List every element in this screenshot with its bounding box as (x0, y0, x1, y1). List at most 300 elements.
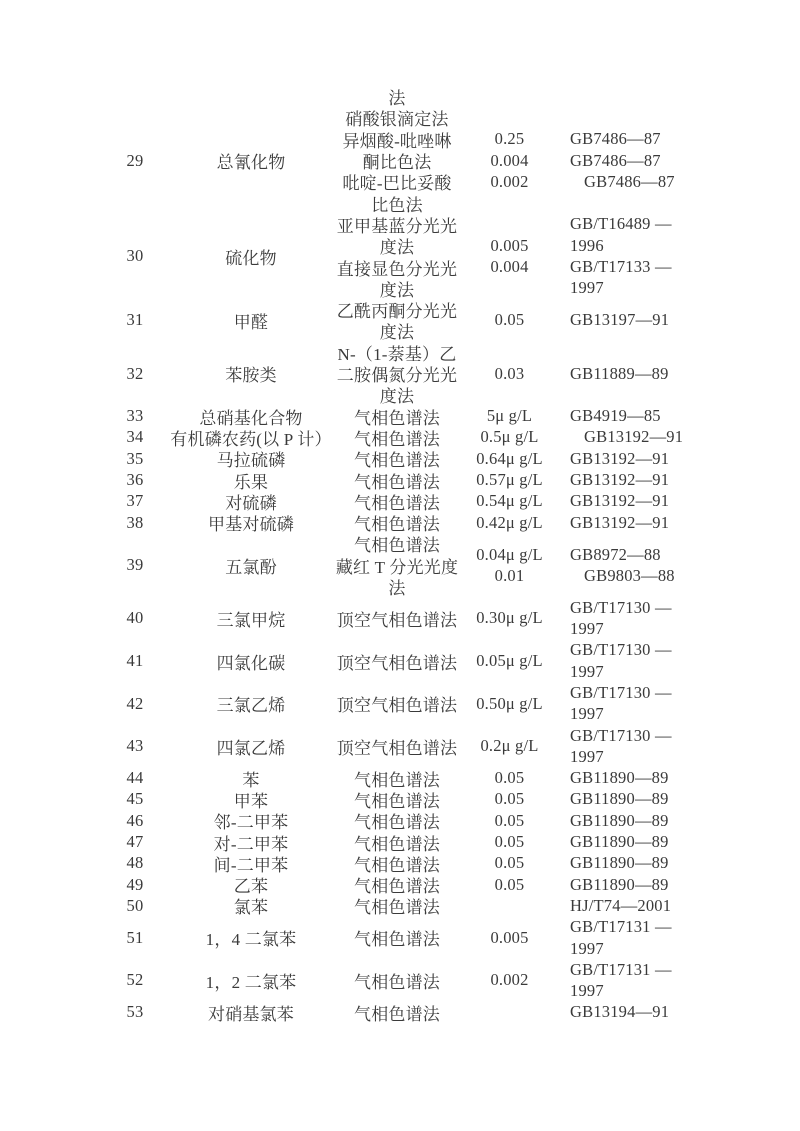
value-cell (457, 640, 562, 683)
value-cell (457, 682, 562, 725)
standard-cell (562, 831, 705, 852)
method-line: 直接显色分光光 (336, 259, 458, 279)
method-line: 顶空气相色谱法 (336, 610, 458, 630)
row-number-cell (105, 917, 165, 960)
row-number-cell (105, 214, 165, 299)
substance-name: 对硫磷 (225, 493, 277, 513)
row-number: 44 (126, 768, 144, 788)
standard-line: GB11890—89 (570, 874, 669, 894)
value-line: 0.05 (494, 832, 525, 852)
value-line: 0.57μ g/L (476, 469, 543, 489)
value-cell (457, 405, 562, 426)
value-cell (457, 469, 562, 490)
standard-cell (562, 917, 705, 960)
substance-name: 硫化物 (225, 248, 277, 268)
row-number: 50 (126, 895, 144, 915)
value-cell (457, 725, 562, 768)
value-line: 0.05μ g/L (476, 651, 543, 670)
substance-name-cell (165, 512, 337, 533)
substance-name: 邻-二甲苯 (213, 813, 289, 833)
standard-line: 1997 (570, 981, 604, 1001)
value-line: 0.2μ g/L (480, 736, 539, 756)
row-number-cell (105, 299, 165, 342)
table-row (105, 469, 705, 490)
substance-name-cell (165, 597, 337, 640)
method-line: 气相色谱法 (354, 813, 440, 833)
substance-name: 总硝基化合物 (199, 408, 303, 428)
method-line: 比色法 (371, 195, 423, 215)
method-cell (337, 512, 457, 533)
method-cell (337, 640, 457, 683)
method-line: 气相色谱法 (354, 536, 440, 556)
value-line: 0.04μ g/L (476, 544, 543, 564)
value-line: 0.05 (494, 310, 525, 330)
method-cell (337, 917, 457, 960)
table-row (105, 768, 705, 789)
row-number: 51 (126, 927, 144, 947)
method-cell (337, 448, 457, 469)
value-line: 0.05 (494, 810, 525, 830)
method-line: 顶空气相色谱法 (336, 738, 458, 758)
method-cell (337, 533, 457, 597)
row-number-cell (105, 874, 165, 895)
value-cell (457, 831, 562, 852)
method-cell (337, 107, 457, 213)
standard-line: 1997 (570, 661, 604, 681)
substance-name: 四氯化碳 (216, 653, 286, 673)
method-line: 亚甲基蓝分光光 (336, 216, 458, 236)
standard-cell (562, 491, 705, 512)
row-number: 46 (126, 810, 144, 830)
value-line: 0.5μ g/L (480, 427, 539, 447)
row-number: 35 (126, 448, 144, 468)
substance-name-cell (165, 640, 337, 683)
standard-cell (562, 512, 705, 533)
row-number-cell (105, 427, 165, 448)
row-number-cell (105, 768, 165, 789)
method-line: 吡啶-巴比妥酸 (342, 174, 452, 194)
row-number: 42 (126, 693, 144, 713)
row-number: 53 (126, 1002, 144, 1022)
substance-name-cell (165, 427, 337, 448)
standard-cell (562, 448, 705, 469)
value-line: 0.30μ g/L (476, 608, 543, 628)
substance-name-cell (165, 768, 337, 789)
table-row (105, 342, 705, 406)
substance-name: 乙苯 (233, 877, 269, 897)
table-row (105, 405, 705, 426)
method-line: 气相色谱法 (354, 451, 440, 471)
substance-name-cell (165, 682, 337, 725)
substance-name-cell (165, 917, 337, 960)
method-line: 气相色谱法 (354, 770, 440, 790)
standard-cell (562, 469, 705, 490)
method-line: 气相色谱法 (354, 429, 440, 449)
value-line: 0.42μ g/L (476, 512, 543, 532)
value-line: 0.004 (490, 257, 529, 277)
substance-name-cell (165, 299, 337, 342)
table-row (105, 214, 705, 299)
method-cell (337, 831, 457, 852)
substance-name-cell (165, 1002, 337, 1023)
standard-cell (562, 342, 705, 406)
row-number: 52 (126, 970, 144, 990)
row-number-cell (105, 810, 165, 831)
method-cell (337, 682, 457, 725)
method-line: 度法 (379, 323, 415, 343)
standard-line: GB/T17131 — (570, 959, 672, 979)
substance-name-cell (165, 853, 337, 874)
substance-name-cell (165, 448, 337, 469)
standard-cell (562, 768, 705, 789)
row-number-cell (105, 448, 165, 469)
standard-line: 1997 (570, 278, 604, 298)
table-row (105, 1002, 705, 1023)
table-row (105, 959, 705, 1002)
substance-name-cell (165, 214, 337, 299)
standard-cell (562, 810, 705, 831)
substance-name: 总氰化物 (216, 153, 286, 173)
substance-name: 1，2 二氯苯 (205, 972, 297, 992)
method-cell (337, 405, 457, 426)
method-line: 硝酸银滴定法 (345, 110, 449, 130)
substance-name: 氯苯 (233, 898, 269, 918)
value-line: 0.05 (494, 853, 525, 873)
standard-cell (562, 107, 705, 213)
row-number: 38 (126, 512, 144, 532)
standard-line: GB9803—88 (584, 565, 675, 585)
row-number-cell (105, 533, 165, 597)
method-line: 乙酰丙酮分光光 (336, 302, 458, 322)
substance-name: 四氯乙烯 (216, 738, 286, 758)
row-number-cell (105, 107, 165, 213)
row-number: 37 (126, 491, 144, 511)
substance-name-cell (165, 107, 337, 213)
row-number-cell (105, 469, 165, 490)
substance-name-cell (165, 342, 337, 406)
substance-name-cell (165, 491, 337, 512)
table-row (105, 682, 705, 725)
method-cell (337, 427, 457, 448)
substance-name: 三氯乙烯 (216, 696, 286, 716)
standard-cell (562, 86, 705, 107)
substance-name-cell (165, 810, 337, 831)
standard-line: GB/T17130 — (570, 725, 672, 745)
row-number: 43 (126, 736, 144, 756)
table-row (105, 299, 705, 342)
method-line: 法 (388, 578, 406, 598)
substance-name-cell (165, 831, 337, 852)
row-number: 49 (126, 874, 144, 894)
value-cell (457, 491, 562, 512)
method-cell (337, 768, 457, 789)
standard-line: 1996 (570, 235, 604, 255)
standard-line: GB/T17131 — (570, 917, 672, 937)
value-cell (457, 597, 562, 640)
method-line: 二胺偶氮分光光 (336, 366, 458, 386)
standard-line: GB/T17130 — (570, 682, 672, 702)
table-row (105, 640, 705, 683)
table-row (105, 533, 705, 597)
standard-line: 1997 (570, 704, 604, 724)
method-line: 气相色谱法 (354, 855, 440, 875)
standard-cell (562, 299, 705, 342)
standard-cell (562, 427, 705, 448)
standard-cell (562, 682, 705, 725)
standard-line: GB13192—91 (570, 469, 670, 489)
standard-line: GB11890—89 (570, 768, 669, 788)
row-number: 47 (126, 832, 144, 852)
method-cell (337, 853, 457, 874)
method-line: 酮比色法 (362, 153, 432, 173)
method-cell (337, 895, 457, 916)
row-number: 34 (126, 427, 144, 447)
row-number-cell (105, 597, 165, 640)
standard-line: HJ/T74—2001 (570, 895, 672, 915)
value-cell (457, 533, 562, 597)
standard-line: GB/T16489 — (570, 214, 672, 234)
method-line: N-（1-萘基）乙 (337, 344, 457, 364)
value-line: 0.05 (494, 874, 525, 894)
method-line: 度法 (379, 238, 415, 258)
table-row (105, 789, 705, 810)
method-line: 气相色谱法 (354, 834, 440, 854)
value-line: 0.002 (490, 171, 529, 191)
value-cell (457, 448, 562, 469)
method-line: 气相色谱法 (354, 472, 440, 492)
method-cell (337, 214, 457, 299)
method-line: 气相色谱法 (354, 972, 440, 992)
value-line: 0.002 (490, 970, 529, 990)
row-number: 40 (126, 608, 144, 628)
method-cell (337, 810, 457, 831)
value-cell (457, 299, 562, 342)
method-line: 气相色谱法 (354, 791, 440, 811)
substance-name-cell (165, 725, 337, 768)
substance-name: 间-二甲苯 (213, 855, 289, 875)
substance-name: 甲苯 (233, 791, 269, 811)
value-line: 0.05 (494, 768, 525, 788)
value-cell (457, 512, 562, 533)
substance-name: 甲醛 (233, 312, 269, 332)
value-line: 0.05 (494, 789, 525, 809)
standard-line: GB11890—89 (570, 853, 669, 873)
standard-line: GB/T17133 — (570, 257, 672, 277)
substance-name-cell (165, 895, 337, 916)
value-cell (457, 874, 562, 895)
method-cell (337, 959, 457, 1002)
value-cell (457, 789, 562, 810)
standard-cell (562, 640, 705, 683)
substance-name: 马拉硫磷 (216, 451, 286, 471)
standard-line: GB/T17130 — (570, 640, 672, 660)
method-line: 异烟酸-吡唑啉 (342, 131, 452, 151)
method-cell (337, 1002, 457, 1023)
substance-name: 对-二甲苯 (213, 834, 289, 854)
standard-cell (562, 597, 705, 640)
method-line: 气相色谱法 (354, 930, 440, 950)
table-row (105, 107, 705, 213)
table-row (105, 810, 705, 831)
table-row (105, 917, 705, 960)
substance-name: 苯 (242, 770, 260, 790)
value-cell (457, 214, 562, 299)
standard-line: GB13197—91 (570, 310, 670, 330)
substance-name: 甲基对硫磷 (208, 515, 294, 535)
row-number: 39 (126, 555, 144, 575)
method-cell (337, 597, 457, 640)
row-number-cell (105, 640, 165, 683)
standard-line: GB7486—87 (584, 171, 675, 191)
row-number: 32 (126, 363, 144, 383)
value-line: 5μ g/L (486, 406, 533, 426)
value-line: 0.54μ g/L (476, 491, 543, 511)
table-row (105, 853, 705, 874)
substance-name-cell (165, 789, 337, 810)
standard-line: GB11889—89 (570, 363, 669, 383)
substance-name: 三氯甲烷 (216, 610, 286, 630)
method-cell (337, 342, 457, 406)
method-line: 法 (388, 89, 406, 109)
method-cell (337, 86, 457, 107)
row-number: 48 (126, 853, 144, 873)
table-row (105, 874, 705, 895)
standard-line: GB8972—88 (570, 544, 661, 564)
row-number: 36 (126, 469, 144, 489)
substance-name: 乐果 (233, 472, 269, 492)
method-cell (337, 789, 457, 810)
standard-line: GB7486—87 (570, 150, 661, 170)
substance-name-cell (165, 405, 337, 426)
value-cell (457, 107, 562, 213)
value-line: 0.01 (494, 565, 525, 585)
substance-name: 有机磷农药(以 P 计） (170, 429, 332, 449)
standard-cell (562, 1002, 705, 1023)
table-row (105, 831, 705, 852)
method-line: 气相色谱法 (354, 493, 440, 513)
method-line: 气相色谱法 (354, 1004, 440, 1024)
substance-name: 对硝基氯苯 (208, 1004, 294, 1024)
row-number-cell (105, 512, 165, 533)
substance-name: 1，4 二氯苯 (205, 930, 297, 950)
row-number: 41 (126, 651, 144, 670)
value-cell (457, 810, 562, 831)
method-line: 藏红 T 分光光度 (335, 557, 459, 577)
value-line: 0.005 (490, 235, 529, 255)
value-cell (457, 1002, 562, 1023)
standard-line: 1997 (570, 746, 604, 766)
method-line: 气相色谱法 (354, 898, 440, 918)
standard-cell (562, 874, 705, 895)
table-row (105, 725, 705, 768)
method-cell (337, 469, 457, 490)
method-line: 顶空气相色谱法 (336, 653, 458, 673)
method-line: 气相色谱法 (354, 515, 440, 535)
method-line: 气相色谱法 (354, 408, 440, 428)
standard-line: 1997 (570, 619, 604, 639)
standard-line: GB11890—89 (570, 832, 669, 852)
row-number: 45 (126, 789, 144, 809)
row-number-cell (105, 86, 165, 107)
row-number-cell (105, 789, 165, 810)
substance-name: 五氯酚 (225, 557, 277, 577)
table-row (105, 895, 705, 916)
table-row (105, 427, 705, 448)
standard-line: GB11890—89 (570, 789, 669, 809)
row-number-cell (105, 1002, 165, 1023)
value-line: 0.50μ g/L (476, 693, 543, 713)
standard-line: GB11890—89 (570, 810, 669, 830)
standard-line: GB/T17130 — (570, 597, 672, 617)
standard-line: GB13192—91 (584, 427, 684, 447)
standard-line: 1997 (570, 938, 604, 958)
standards-table (105, 86, 705, 1023)
standard-cell (562, 853, 705, 874)
method-line: 气相色谱法 (354, 877, 440, 897)
row-number-cell (105, 491, 165, 512)
standard-cell (562, 959, 705, 1002)
standard-line: GB13192—91 (570, 512, 670, 532)
row-number-cell (105, 405, 165, 426)
method-line: 度法 (379, 280, 415, 300)
row-number: 33 (126, 406, 144, 426)
method-cell (337, 874, 457, 895)
value-line: 0.005 (490, 927, 529, 947)
row-number-cell (105, 895, 165, 916)
value-cell (457, 342, 562, 406)
standard-cell (562, 895, 705, 916)
value-line: 0.004 (490, 150, 529, 170)
value-cell (457, 86, 562, 107)
method-line: 顶空气相色谱法 (336, 696, 458, 716)
row-number-cell (105, 342, 165, 406)
row-number-cell (105, 853, 165, 874)
value-line: 0.03 (494, 363, 525, 383)
value-cell (457, 959, 562, 1002)
table-row (105, 448, 705, 469)
standard-cell (562, 214, 705, 299)
value-line: 0.25 (494, 129, 525, 149)
row-number-cell (105, 725, 165, 768)
table-row (105, 512, 705, 533)
value-cell (457, 917, 562, 960)
standard-cell (562, 725, 705, 768)
row-number-cell (105, 959, 165, 1002)
table-row (105, 491, 705, 512)
standard-line: GB13194—91 (570, 1002, 670, 1022)
substance-name-cell (165, 874, 337, 895)
standard-line: GB7486—87 (570, 129, 661, 149)
method-cell (337, 725, 457, 768)
row-number: 29 (126, 150, 144, 170)
method-cell (337, 491, 457, 512)
row-number-cell (105, 682, 165, 725)
substance-name-cell (165, 86, 337, 107)
value-cell (457, 895, 562, 916)
standard-cell (562, 405, 705, 426)
standard-line: GB13192—91 (570, 491, 670, 511)
standard-cell (562, 789, 705, 810)
standard-line: GB13192—91 (570, 448, 670, 468)
table-row (105, 86, 705, 107)
standard-cell (562, 533, 705, 597)
substance-name: 苯胺类 (225, 366, 277, 386)
value-cell (457, 853, 562, 874)
row-number: 31 (126, 310, 144, 330)
method-line: 度法 (379, 387, 415, 407)
substance-name-cell (165, 533, 337, 597)
row-number-cell (105, 831, 165, 852)
